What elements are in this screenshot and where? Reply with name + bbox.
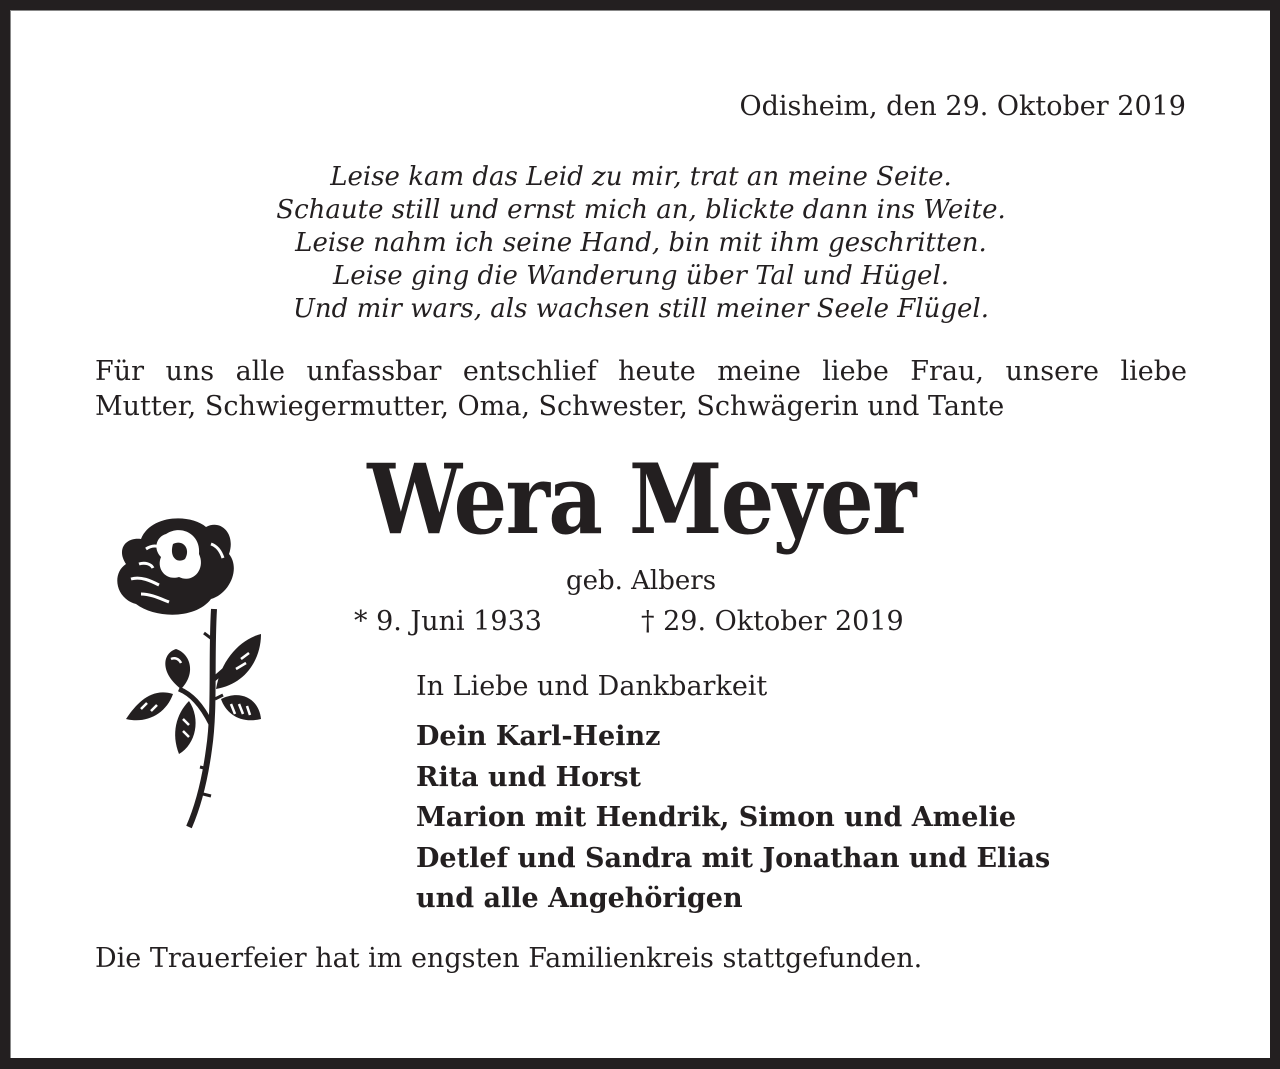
birth-date: * 9. Juni 1933 xyxy=(354,606,542,637)
mourner: Dein Karl-Heinz xyxy=(416,721,661,752)
intro-line: Mutter, Schwiegermutter, Oma, Schwester, Schwägerin und Tante xyxy=(95,391,1005,422)
rose-icon xyxy=(111,509,261,831)
poem-line: Leise ging die Wanderung über Tal und Hügel. xyxy=(332,261,950,291)
deceased-name: Wera Meyer xyxy=(367,443,915,556)
mourners-list xyxy=(416,717,1050,920)
mourner: Rita und Horst xyxy=(416,761,642,793)
funeral-note: Die Trauerfeier hat im engsten Familienkreis stattgefunden. xyxy=(95,943,923,974)
poem-line: Schaute still und ernst mich an, blickte dann ins Weite. xyxy=(276,195,1006,225)
poem xyxy=(11,161,1271,326)
intro-text xyxy=(95,354,1187,424)
maiden-name: geb. Albers xyxy=(565,566,717,596)
mourner: Marion mit Hendrik, Simon und Amelie xyxy=(416,802,1017,833)
mourner: und alle Angehörigen xyxy=(416,883,743,914)
thanks-line: In Liebe und Dankbarkeit xyxy=(416,671,768,702)
poem-line: Leise nahm ich seine Hand, bin mit ihm geschritten. xyxy=(295,228,987,258)
place-date: Odisheim, den 29. Oktober 2019 xyxy=(739,91,1186,122)
mourner: Detlef und Sandra mit Jonathan und Elias xyxy=(416,842,1051,874)
poem-line: Leise kam das Leid zu mir, trat an meine Seite. xyxy=(330,162,952,192)
intro-line: Für uns alle unfassbar entschlief heute meine liebe Frau, unsere liebe xyxy=(95,356,1187,387)
poem-line: Und mir wars, als wachsen still meiner Seele Flügel. xyxy=(293,294,989,324)
obituary-notice xyxy=(10,10,1270,1058)
death-date: † 29. Oktober 2019 xyxy=(641,606,904,637)
